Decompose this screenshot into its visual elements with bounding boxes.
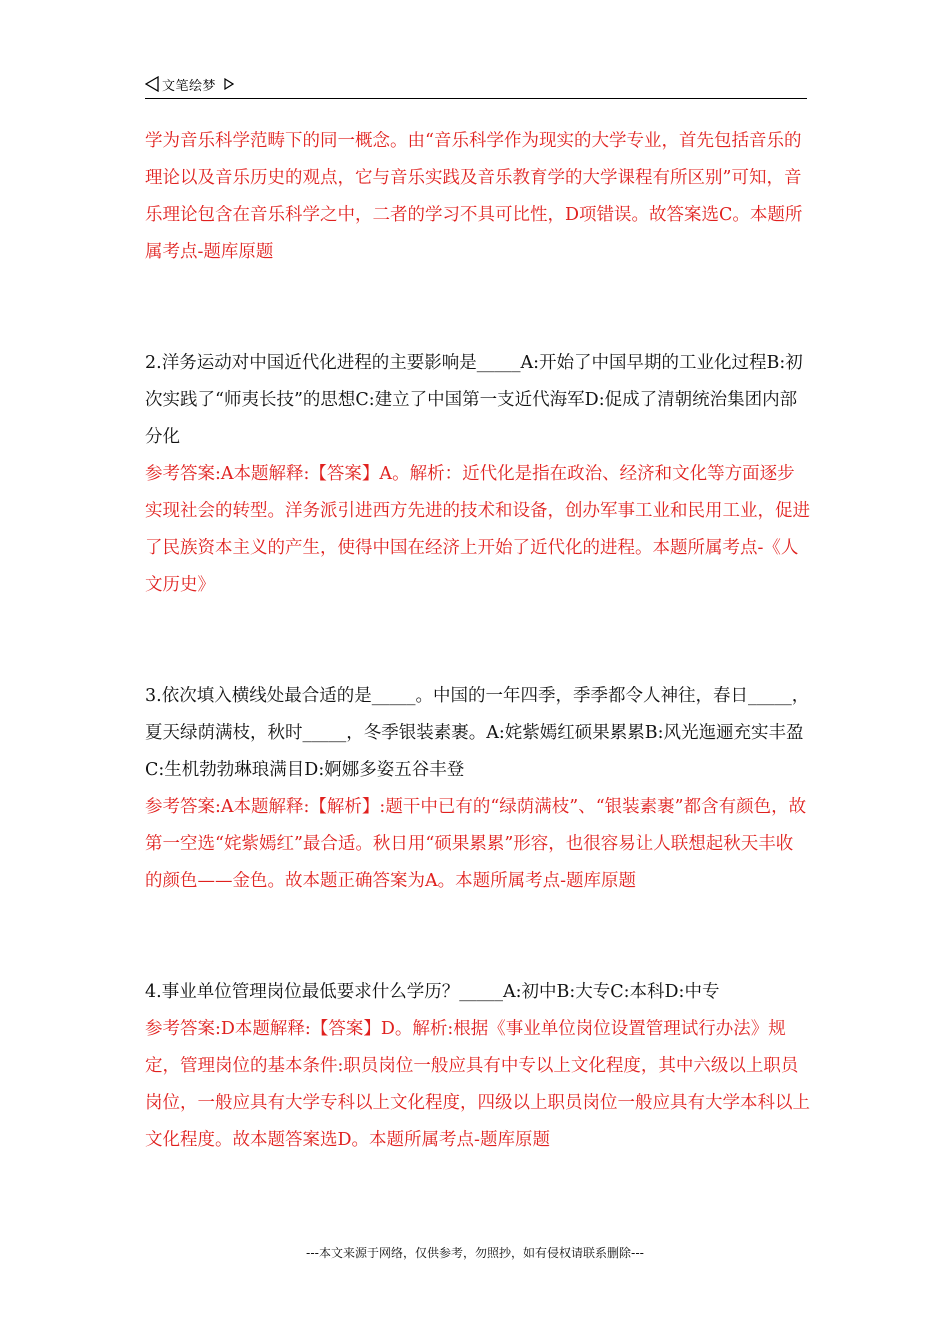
spacer bbox=[145, 604, 810, 678]
answer-text-4: 参考答案:D本题解释:【答案】D。解析:根据《事业单位岗位设置管理试行办法》规定，管理岗位的基本条件:职员岗位一般应具有中专以上文化程度，其中六级以上职员岗位，一般应具有大学专科以上文化程度，四级以上职员岗位一般应具有大学本科以上文化程度。故本题答案选D。本题所属考点-题库原题 bbox=[145, 1019, 810, 1150]
spacer bbox=[145, 900, 810, 974]
answer-text-1: 学为音乐科学范畴下的同一概念。由“音乐科学作为现实的大学专业，首先包括音乐的理论以及音乐历史的观点，它与音乐实践及音乐教育学的大学课程有所区别”可知，音乐理论包含在音乐科学之中，二者的学习不具可比性，D项错误。故答案选C。本题所属考点-题库原题 bbox=[145, 131, 803, 262]
question-text-3: 3.依次填入横线处最合适的是_____。中国的一年四季，季季都令人神往，春日_____，夏天绿荫满枝，秋时_____，冬季银装素裹。A:姹紫嫣红硕果累累B:风光迤逦充实丰盈C:生机勃勃琳琅满目D:婀娜多姿五谷丰登 bbox=[145, 686, 810, 780]
answer-text-2: 参考答案:A本题解释:【答案】A。解析：近代化是指在政治、经济和文化等方面逐步实现社会的转型。洋务派引进西方先进的技术和设备，创办军事工业和民用工业，促进了民族资本主义的产生，使得中国在经济上开始了近代化的进程。本题所属考点-《人文历史》 bbox=[145, 464, 810, 595]
question-text-4: 4.事业单位管理岗位最低要求什么学历？_____A:初中B:大专C:本科D:中专 bbox=[145, 982, 720, 1002]
spacer bbox=[145, 271, 810, 345]
question-text-2: 2.洋务运动对中国近代化进程的主要影响是_____A:开始了中国早期的工业化过程B:初次实践了“师夷长技”的思想C:建立了中国第一支近代海军D:促成了清朝统治集团内部分化 bbox=[145, 353, 803, 447]
triangle-left-outline-icon bbox=[145, 76, 159, 92]
header-title: 文笔绘梦 bbox=[162, 78, 217, 94]
document-body bbox=[145, 123, 810, 1159]
page-header bbox=[145, 70, 807, 99]
triangle-right-outline-icon bbox=[224, 78, 234, 90]
page-footer: ---本文来源于网络，仅供参考，勿照抄，如有侵权请联系删除--- bbox=[306, 1246, 644, 1260]
answer-text-3: 参考答案:A本题解释:【解析】:题干中已有的“绿荫满枝”、“银装素裹”都含有颜色，故第一空选“姹紫嫣红”最合适。秋日用“硕果累累”形容，也很容易让人联想起秋天丰收的颜色——金色。故本题正确答案为A。本题所属考点-题库原题 bbox=[145, 797, 807, 891]
